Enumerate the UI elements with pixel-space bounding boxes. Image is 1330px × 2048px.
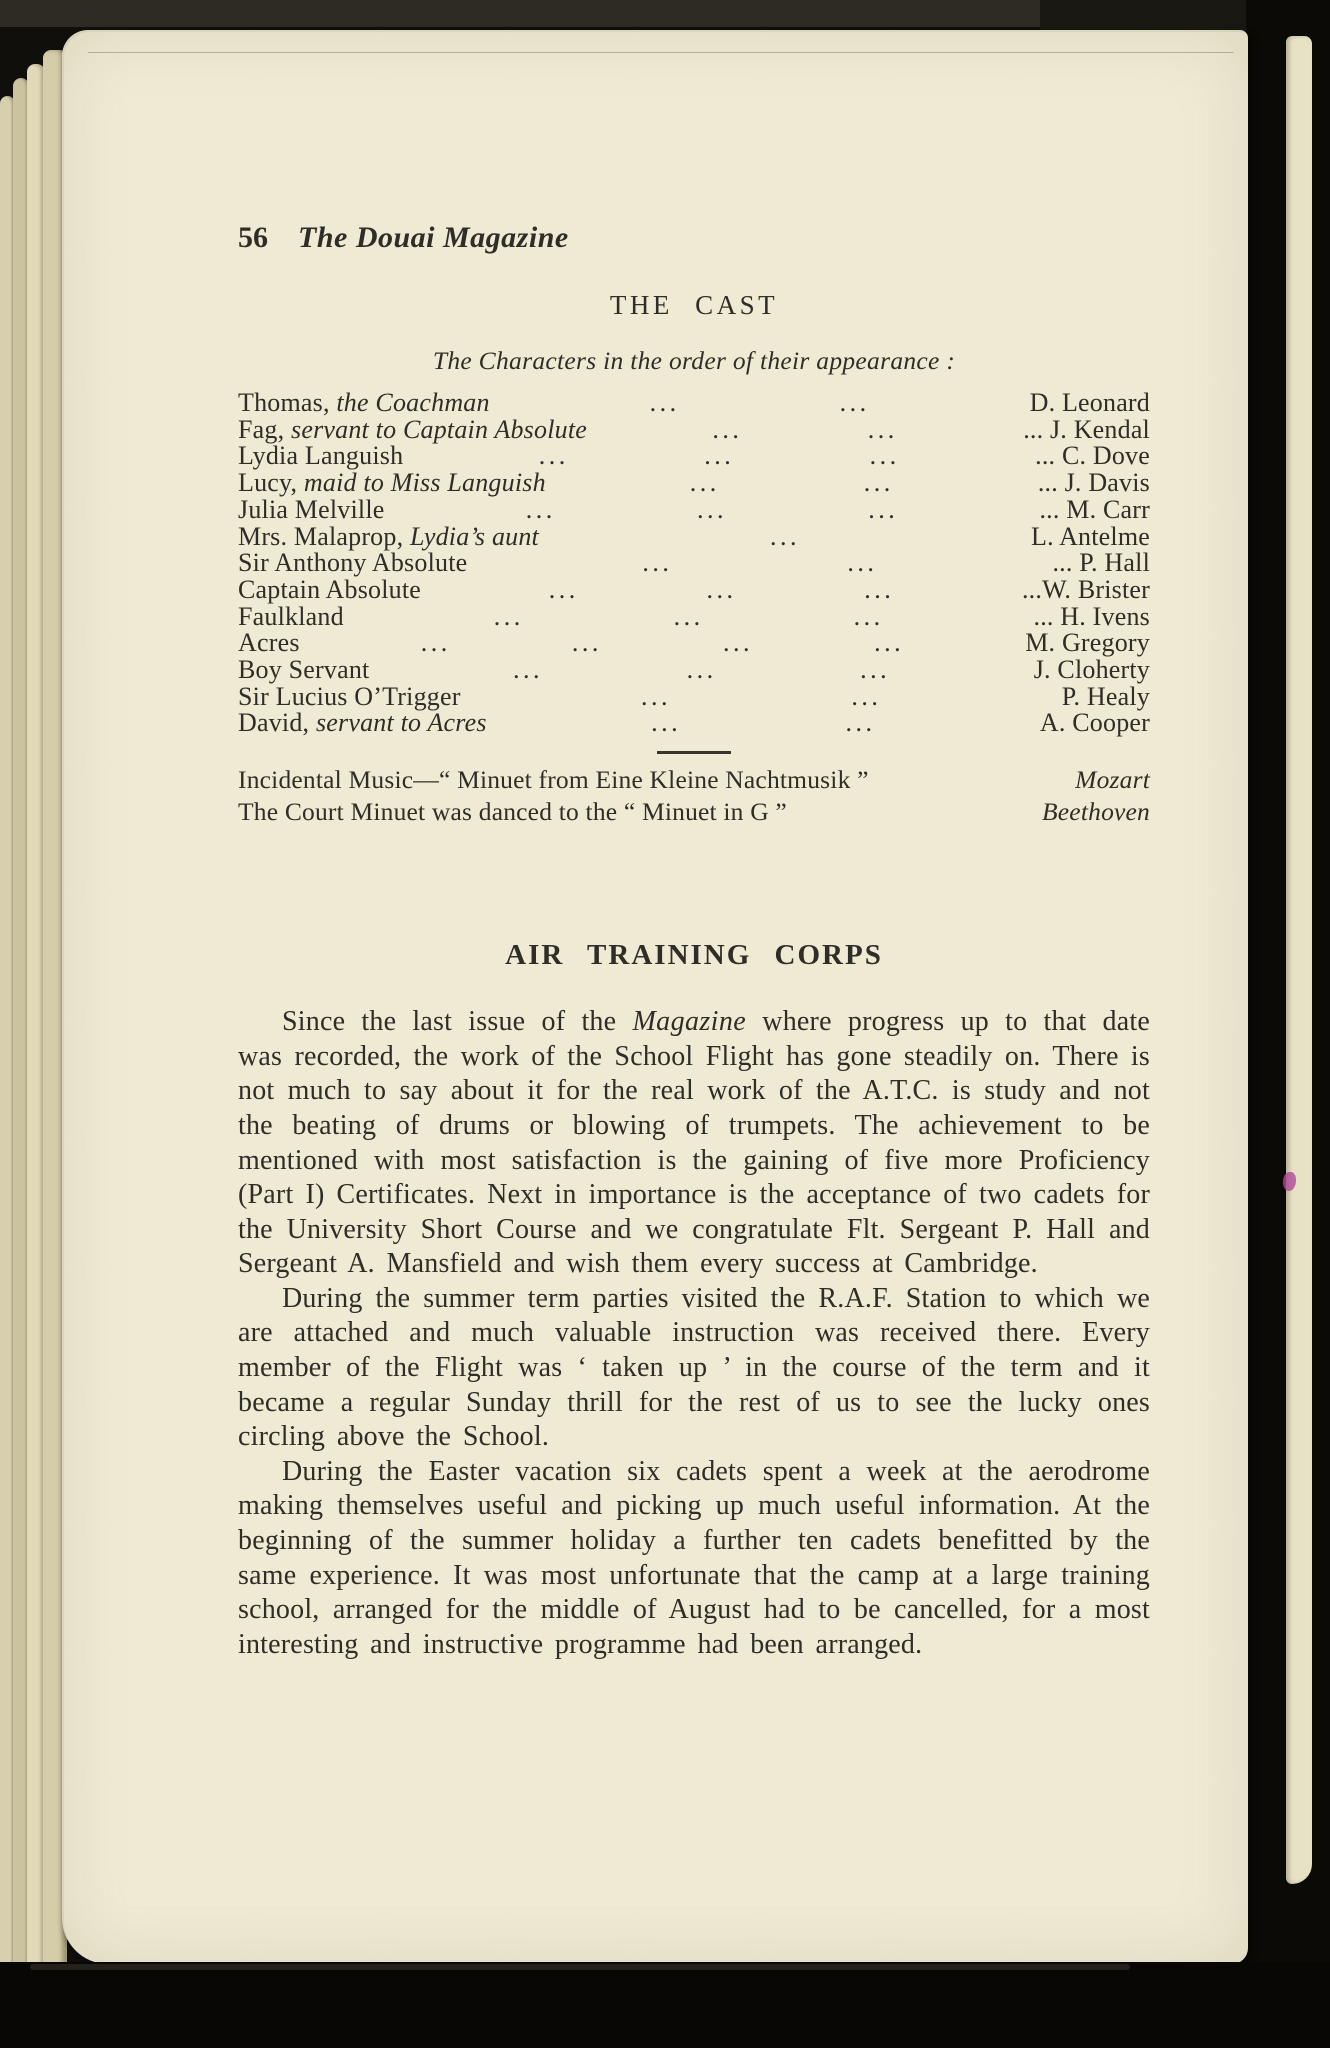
cast-row bbox=[238, 414, 1150, 444]
leader-dot-group: ... bbox=[525, 496, 556, 524]
cast-row bbox=[238, 470, 1150, 497]
actor-name: L. Antelme bbox=[1031, 521, 1150, 551]
leader-dot-group: ... bbox=[640, 683, 671, 711]
atc-heading: AIR TRAINING CORPS bbox=[505, 939, 883, 972]
music-line bbox=[238, 796, 1150, 828]
leader-dots bbox=[539, 524, 1031, 551]
paragraph-text: where progress up to that date was recorded, the work of the School Flight has gone steadily on. There is not much to say about it for the real work of the A.T.C. is study and not the beating of drums or blowing of trumpets. The achievement to be mentioned with most satisfaction is the gaining of five more Proficiency (Part I) Certificates. Next in importance is the acceptance of two cadets for the University Short Course and we congratulate Flt. Sergeant P. Hall and Sergeant A. Mansfield and wish them every success at Cambridge. bbox=[238, 1006, 1150, 1280]
leader-dots bbox=[546, 470, 1038, 497]
character-name: Boy Servant bbox=[238, 655, 370, 685]
leader-dot-group: ... bbox=[571, 630, 602, 658]
leader-dots bbox=[490, 390, 1030, 417]
atc-paragraph: During the summer term parties visited the R.A.F. Station to which we are attached and much valuable instruction was received there. Every member of the Flight was ‘ taken up ’ in the course of the term and it became a regular Sunday thrill for the rest of us to see the lucky ones circling above the School. bbox=[238, 1282, 1150, 1453]
leader-dot-group: ... bbox=[839, 390, 870, 417]
leader-dot-group: ... bbox=[513, 657, 544, 684]
incidental-music bbox=[238, 764, 1150, 827]
book-cover-bottom-edge bbox=[0, 1962, 1330, 2048]
music-text: The Court Minuet was danced to the “ Minuet in G ” bbox=[238, 796, 787, 826]
cast-row bbox=[238, 443, 1150, 470]
leader-dots bbox=[587, 417, 1023, 444]
cast-table bbox=[238, 390, 1150, 737]
cast-row bbox=[238, 521, 1150, 551]
leader-dot-group: ... bbox=[874, 630, 905, 658]
leader-dots bbox=[487, 710, 1040, 737]
composer-name: Mozart bbox=[1075, 765, 1150, 795]
actor-name: D. Leonard bbox=[1029, 388, 1150, 417]
leader-dot-group: ... bbox=[420, 630, 451, 658]
leader-dot-group: ... bbox=[869, 443, 900, 471]
leader-dots bbox=[369, 657, 1033, 684]
cast-row bbox=[238, 550, 1150, 577]
character-name: Faulkland bbox=[238, 601, 344, 631]
music-line bbox=[238, 764, 1150, 796]
atc-article bbox=[238, 1005, 1150, 1662]
leader-dot-group: ... bbox=[689, 470, 720, 497]
leader-dots bbox=[344, 604, 1034, 631]
paragraph-italic: Magazine bbox=[632, 1006, 747, 1038]
actor-name: M. Gregory bbox=[1025, 628, 1150, 658]
atc-paragraph bbox=[238, 1005, 1150, 1282]
opposite-page-edge bbox=[1286, 36, 1312, 1884]
paragraph-text: Since the last issue of the bbox=[282, 1006, 633, 1038]
character-name: Sir Anthony Absolute bbox=[238, 548, 468, 578]
leader-dots bbox=[461, 684, 1062, 711]
leader-dot-group: ... bbox=[853, 603, 884, 631]
actor-name: ...W. Brister bbox=[1021, 574, 1150, 604]
page-content bbox=[238, 30, 1150, 1662]
actor-name: ... J. Davis bbox=[1037, 468, 1150, 498]
leader-dots bbox=[403, 443, 1035, 470]
cast-row bbox=[238, 681, 1150, 711]
character-name: Lydia Languish bbox=[238, 441, 404, 471]
cast-row bbox=[238, 494, 1150, 524]
leader-dot-group: ... bbox=[722, 630, 753, 658]
leader-dot-group: ... bbox=[863, 470, 894, 497]
page-number: 56 bbox=[238, 221, 268, 254]
character-name: David, servant to Acres bbox=[238, 708, 487, 738]
leader-dot-group: ... bbox=[706, 576, 737, 604]
cast-row bbox=[238, 657, 1150, 684]
leader-dot-group: ... bbox=[847, 550, 878, 577]
cast-subheading: The Characters in the order of their appearance : bbox=[432, 346, 956, 375]
leader-dots bbox=[421, 577, 1022, 604]
magazine-title: The Douai Magazine bbox=[298, 221, 569, 254]
actor-name: P. Healy bbox=[1061, 681, 1150, 711]
actor-name: ... H. Ivens bbox=[1033, 601, 1150, 631]
leader-dot-group: ... bbox=[868, 496, 899, 524]
actor-name: ... J. Kendal bbox=[1023, 414, 1150, 444]
leader-dot-group: ... bbox=[712, 416, 743, 444]
actor-name: J. Cloherty bbox=[1033, 655, 1150, 685]
music-text: Incidental Music—“ Minuet from Eine Kleine Nachtmusik ” bbox=[238, 765, 869, 795]
cast-row bbox=[238, 574, 1150, 604]
actor-name: ... C. Dove bbox=[1035, 441, 1150, 471]
character-name: Julia Melville bbox=[238, 494, 385, 524]
cast-row bbox=[238, 710, 1150, 737]
character-name: Acres bbox=[238, 628, 300, 658]
leader-dot-group: ... bbox=[642, 550, 673, 577]
composer-name: Beethoven bbox=[1042, 796, 1150, 826]
leader-dots bbox=[300, 630, 1026, 657]
character-name: Sir Lucius O’Trigger bbox=[238, 681, 461, 711]
leader-dot-group: ... bbox=[548, 576, 579, 604]
leader-dot-group: ... bbox=[704, 443, 735, 471]
leader-dot-group: ... bbox=[673, 603, 704, 631]
character-name: Fag, servant to Captain Absolute bbox=[238, 414, 587, 444]
leader-dot-group: ... bbox=[651, 710, 682, 738]
leader-dot-group: ... bbox=[845, 710, 876, 738]
cast-row bbox=[238, 390, 1150, 417]
cast-row bbox=[238, 601, 1150, 631]
leader-dot-group: ... bbox=[867, 416, 898, 444]
leader-dot-group: ... bbox=[696, 496, 727, 524]
leader-dot-group: ... bbox=[770, 523, 800, 551]
leader-dot-group: ... bbox=[851, 683, 882, 711]
leader-dot-group: ... bbox=[493, 603, 524, 631]
magazine-page bbox=[62, 30, 1248, 1964]
leader-dot-group: ... bbox=[686, 657, 717, 684]
atc-paragraph: During the Easter vacation six cadets spent a week at the aerodrome making themselves useful and picking up much useful information. At the beginning of the summer holiday a further ten cadets benefitted by the same experience. It was most unfortunate that the camp at a large training school, arranged for the middle of August had to be cancelled, for a most interesting and instructive programme had been arranged. bbox=[238, 1455, 1150, 1660]
leader-dots bbox=[467, 550, 1052, 577]
actor-name: ... P. Hall bbox=[1052, 548, 1150, 578]
character-name: Lucy, maid to Miss Languish bbox=[238, 468, 546, 498]
cast-row bbox=[238, 630, 1150, 657]
actor-name: ... M. Carr bbox=[1039, 494, 1150, 524]
leader-dot-group: ... bbox=[649, 390, 680, 417]
character-name: Thomas, the Coachman bbox=[238, 388, 490, 417]
running-header bbox=[238, 222, 1150, 254]
cast-heading: THE CAST bbox=[609, 290, 779, 320]
leader-dot-group: ... bbox=[864, 576, 895, 604]
actor-name: A. Cooper bbox=[1039, 708, 1150, 738]
character-name: Captain Absolute bbox=[238, 574, 422, 604]
leader-dot-group: ... bbox=[860, 657, 891, 684]
section-divider bbox=[657, 751, 731, 754]
leader-dots bbox=[385, 497, 1040, 524]
leader-dot-group: ... bbox=[538, 443, 569, 471]
character-name: Mrs. Malaprop, Lydia’s aunt bbox=[238, 521, 539, 551]
